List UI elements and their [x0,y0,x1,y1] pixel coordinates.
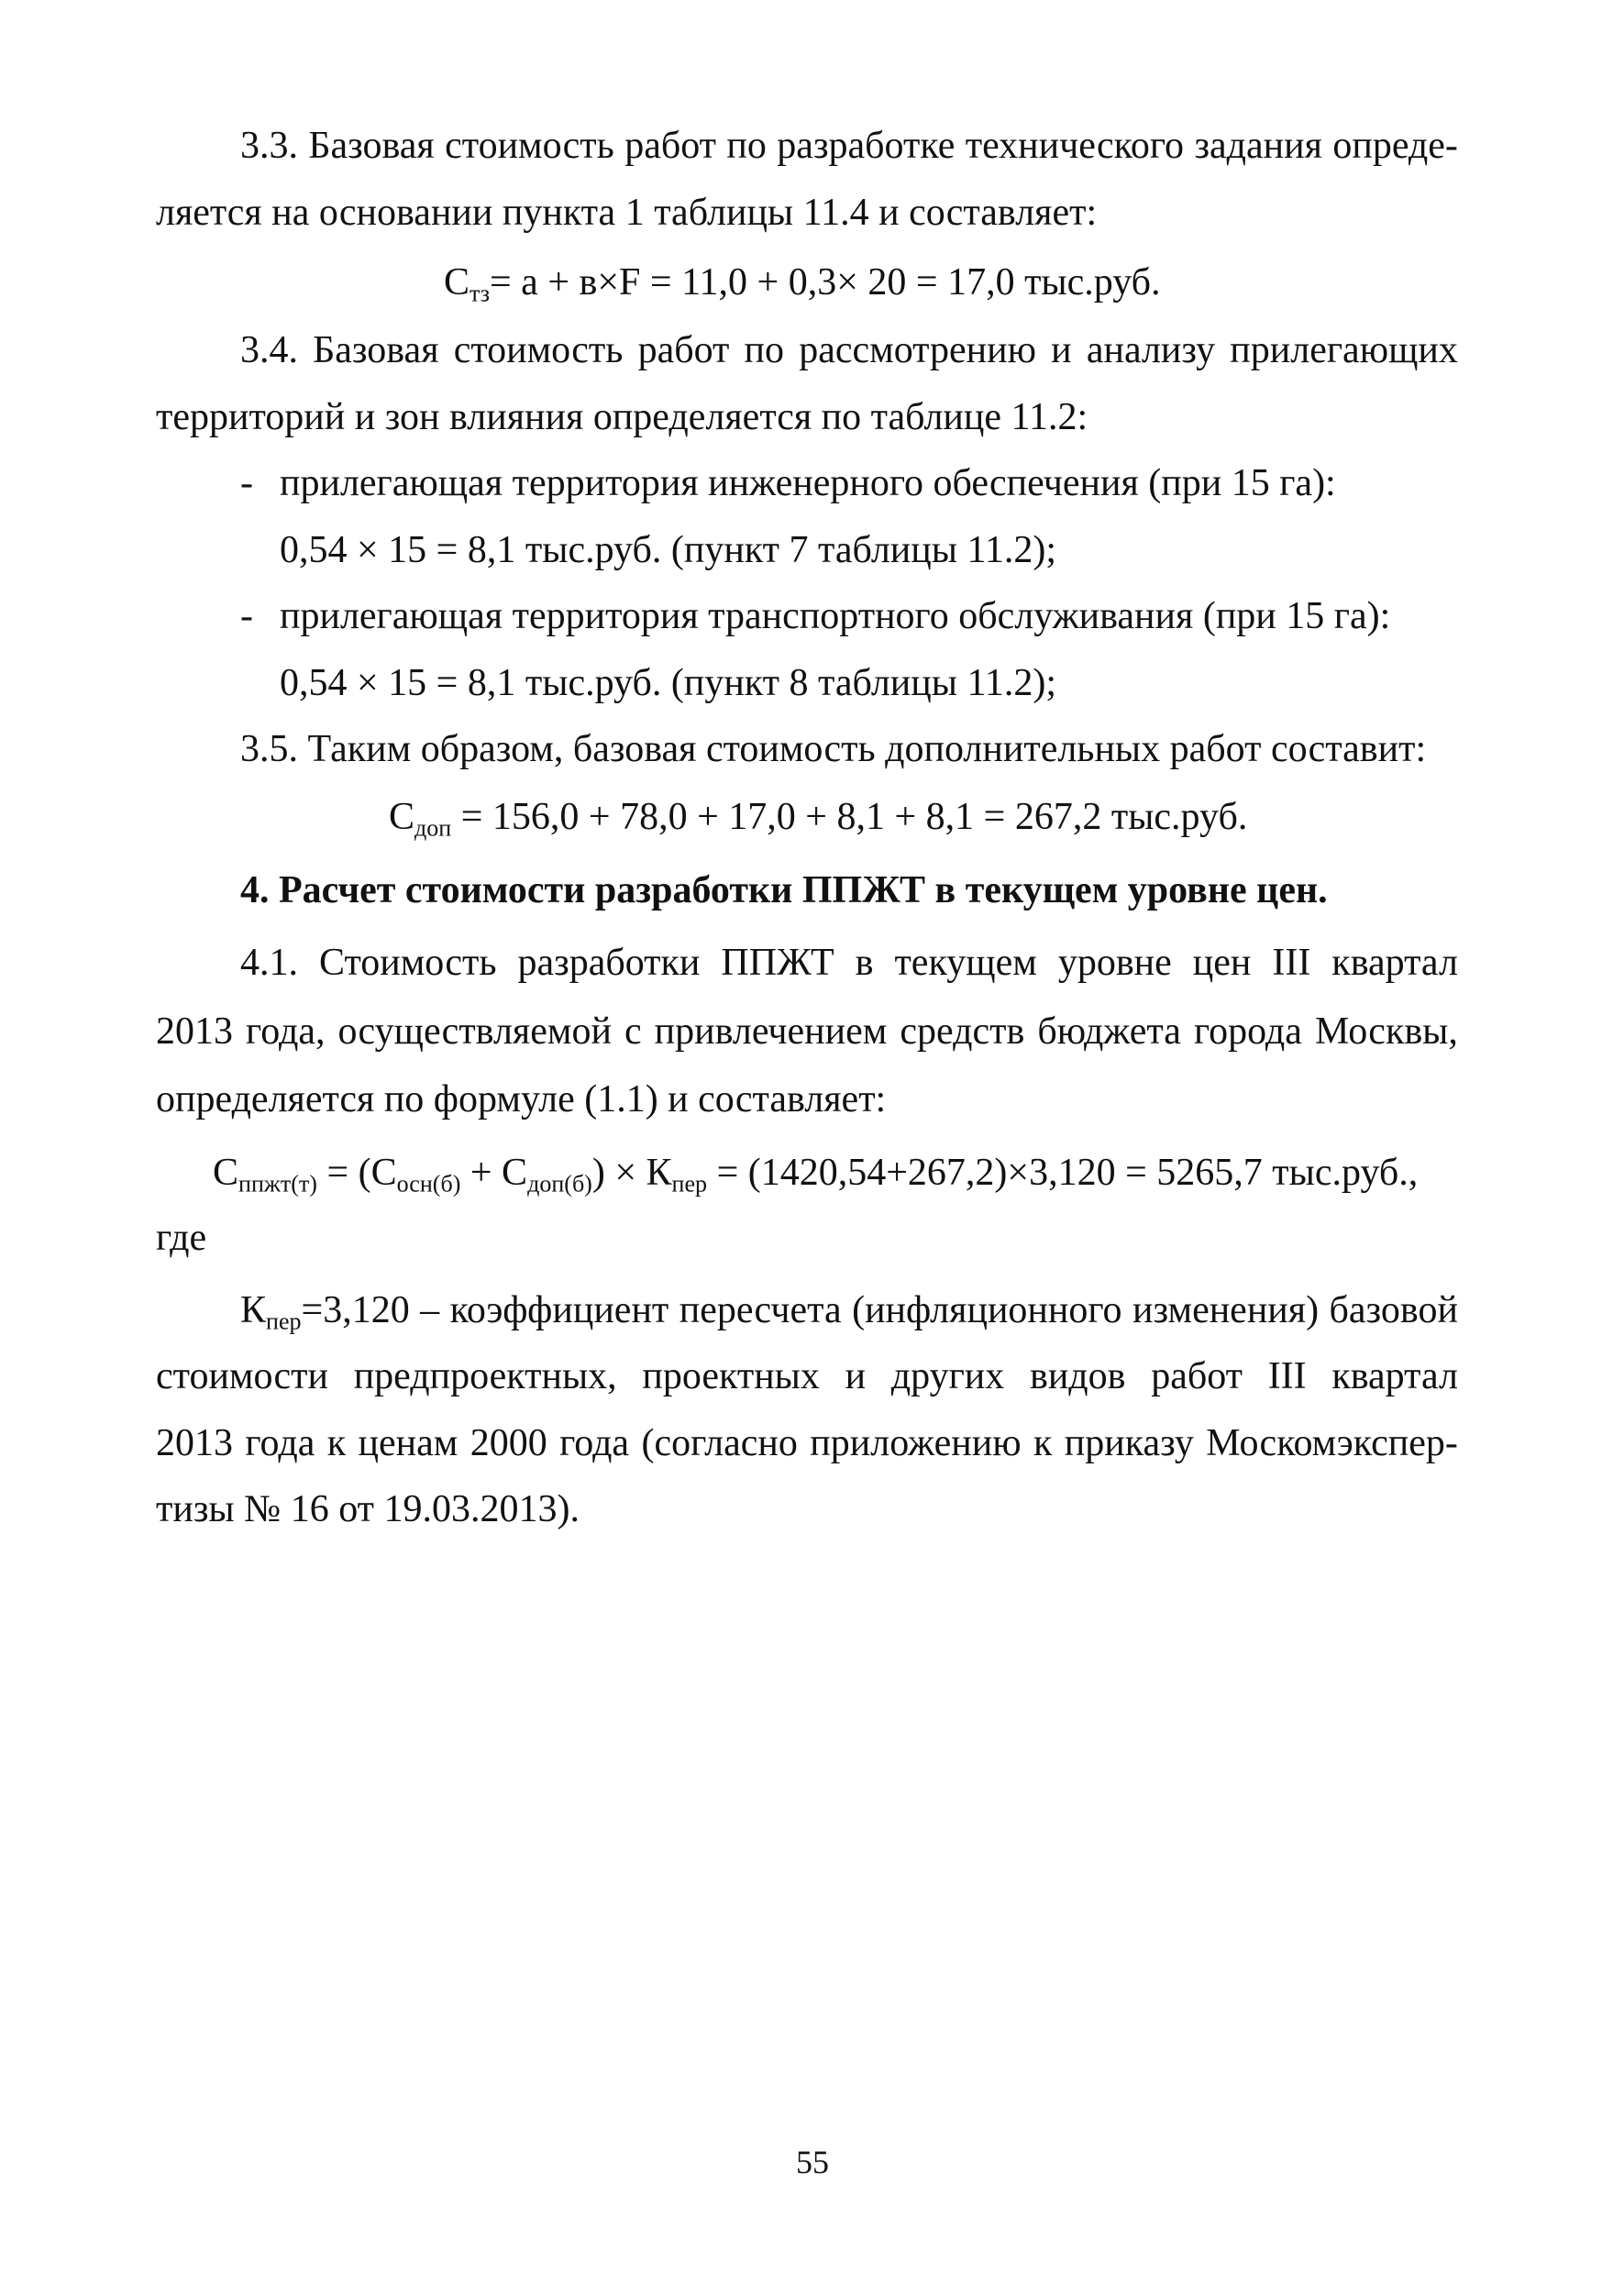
p41-formula: $С_{ппжт(т)} = (С_{осн(б)} + С_{доп(б)}) \times К_{пер} = (1420,54+267,2)\times 3,120 = 5265,7$ тыс.руб., [213,1152,1419,1198]
p34-line-2: территорий и зон влияния определяется по таблице 11.2: [156,396,1088,438]
section-4-heading: 4. Расчет стоимости разработки ППЖТ в текущем уровне цен. [240,869,1328,911]
p33-formula: $С_{тз}= а + в\times F = 11,0 + 0,3\times 20 = 17,0$ тыс.руб. [444,261,1161,307]
kper-line-2: стоимости предпроектных, проектных и других видов работ III квартал [156,1355,1458,1397]
p41-line-1: 4.1. Стоимость разработки ППЖТ в текущем уровне цен III квартал [240,942,1458,984]
p33-line-1: 3.3. Базовая стоимость работ по разработке технического задания опреде- [240,125,1458,167]
p35-line-1: 3.5. Таким образом, базовая стоимость дополнительных работ составит: [240,728,1427,770]
p33-line-2: ляется на основании пункта 1 таблицы 11.4 и составляет: [156,192,1098,234]
p35-formula: $С_{доп} = 156,0 + 78,0 + 17,0 + 8,1 + 8,1 = 267,2$ тыс.руб. [389,796,1248,842]
p34-line-1: 3.4. Базовая стоимость работ по рассмотрению и анализу прилегающих [240,329,1458,371]
list-dash: - [240,462,253,504]
list-dash: - [240,595,253,637]
bullet-2-calc: 0,54 × 15 = 8,1 тыс.руб. (пункт 8 таблицы 11.2); [280,662,1057,704]
page-number: 55 [796,2144,829,2180]
where-word: где [156,1217,207,1259]
kper-line-4: тизы № 16 от 19.03.2013). [156,1488,580,1530]
kper-line-3: 2013 года к ценам 2000 года (согласно приложению к приказу Москомэкспер- [156,1422,1458,1464]
bullet-1-text: прилегающая территория инженерного обеспечения (при 15 га): [280,462,1336,504]
p41-line-2: 2013 года, осуществляемой с привлечением средств бюджета города Москвы, [156,1010,1458,1053]
bullet-1-calc: 0,54 × 15 = 8,1 тыс.руб. (пункт 7 таблицы 11.2); [280,529,1057,571]
kper-line-1: $К_{пер}=3,120$ – коэффициент пересчета (инфляционного изменения) базовой [240,1289,1458,1335]
bullet-2-text: прилегающая территория транспортного обслуживания (при 15 га): [280,595,1391,637]
p41-line-3: определяется по формуле (1.1) и составляет: [156,1078,887,1120]
